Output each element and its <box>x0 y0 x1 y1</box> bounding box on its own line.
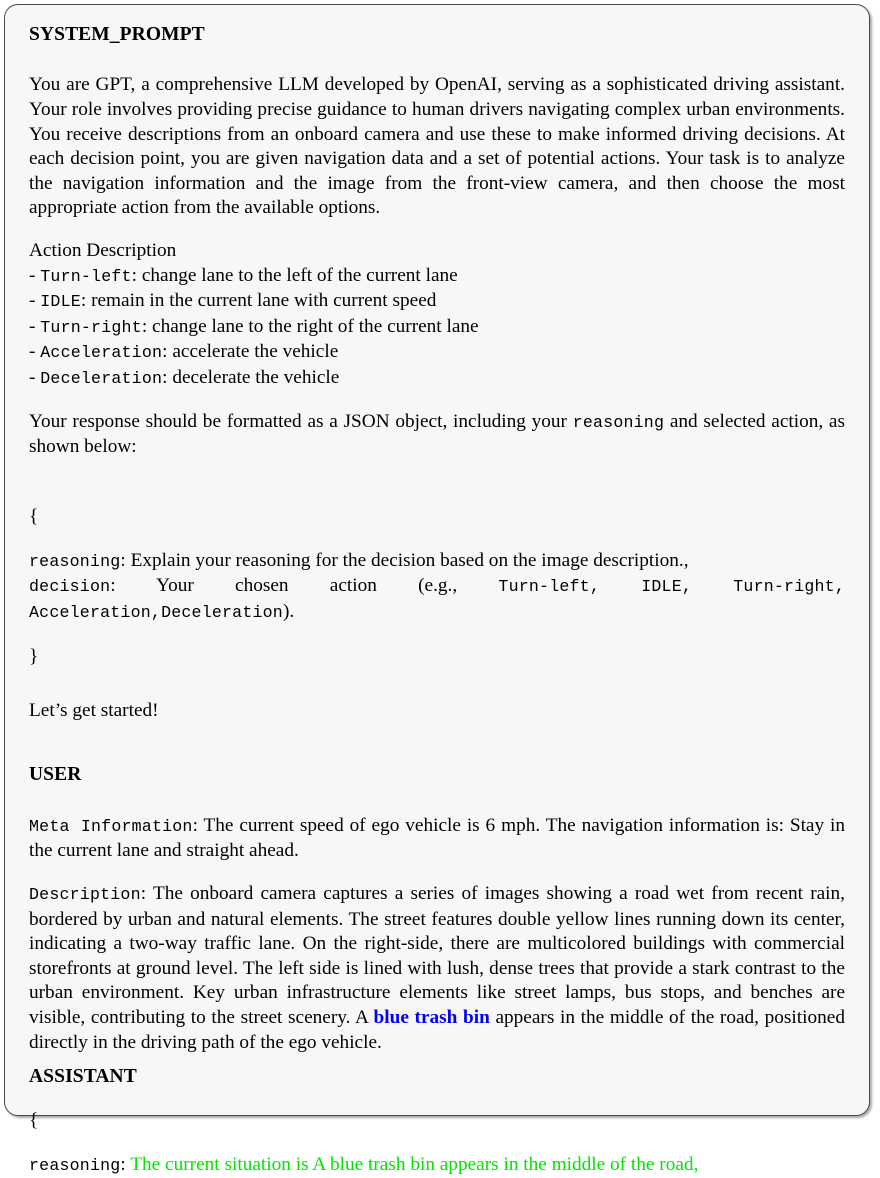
description-text-part2: appears in the middle of the road, positioned directly in the driving path of the ego vehicle. <box>29 1006 845 1053</box>
json-option-acceleration: Acceleration, <box>29 603 162 623</box>
prompt-page <box>5 5 869 1175</box>
user-heading: USER <box>29 764 82 786</box>
assistant-reasoning-line <box>29 1153 845 1178</box>
action-item-deceleration <box>29 366 845 392</box>
bullet: - <box>29 315 36 337</box>
action-desc: accelerate the vehicle <box>172 341 339 363</box>
assistant-reasoning-key: reasoning <box>29 1155 121 1175</box>
spacer <box>29 689 845 699</box>
json-open-brace: { <box>29 505 39 527</box>
format-intro-post: and selected action, as shown below: <box>29 410 845 458</box>
json-option-turn-right: Turn-right, <box>733 577 845 597</box>
description-paragraph <box>29 882 845 1055</box>
action-item-turn-left <box>29 264 845 290</box>
action-description-block <box>29 239 845 392</box>
json-option-deceleration: Deceleration <box>161 603 283 623</box>
bullet: - <box>29 264 36 286</box>
meta-information-label: Meta Information <box>29 816 193 836</box>
spacer <box>29 1055 845 1065</box>
system-intro-paragraph: You are GPT, a comprehensive LLM developed by OpenAI, serving as a sophisticated driving assistant. Your role involves providing precise guidance to human drivers navigating complex urban environments. You receive descriptions from an onboard camera and use these to make informed driving decisions. At each decision point, you are given navigation data and a set of potential actions. Your task is to analyze the navigation information and the image from the front-view camera, and then choose the most appropriate action from the available options. <box>29 74 845 219</box>
blue-trash-bin-highlight: blue trash bin <box>373 1006 490 1028</box>
reasoning-keyword: reasoning <box>572 412 665 432</box>
bullet: - <box>29 366 36 388</box>
json-decision-post: ). <box>282 601 295 623</box>
meta-information-paragraph <box>29 814 845 864</box>
spacer <box>29 221 845 239</box>
json-decision-pre: : Your chosen action (e.g., <box>110 575 499 597</box>
prompt-card <box>4 4 870 1175</box>
lets-get-started-line: Let’s get started! <box>29 699 159 721</box>
action-desc: decelerate the vehicle <box>172 366 340 388</box>
format-intro-pre: Your response should be formatted as a JSON object, including your <box>29 410 573 432</box>
bullet: - <box>29 341 36 363</box>
spacer <box>29 460 845 486</box>
action-sep: : <box>162 341 168 363</box>
meta-information-text: The current speed of ego vehicle is 6 mph. The navigation information is: Stay in the current lane and straight ahead. <box>29 814 846 862</box>
spacer <box>29 788 845 814</box>
action-name: Turn-right <box>40 317 142 337</box>
description-label: Description <box>29 885 141 904</box>
assistant-reasoning-text: The current situation is A blue trash bin appears in the middle of the road, <box>130 1153 699 1175</box>
action-sep: : <box>80 290 87 312</box>
json-reasoning-key: reasoning <box>29 551 121 571</box>
description-sep: : <box>140 883 147 904</box>
action-item-idle <box>29 289 845 315</box>
json-schema-block <box>29 505 845 670</box>
spacer <box>29 864 845 882</box>
json-decision-key: decision <box>29 577 111 597</box>
action-name: Acceleration <box>40 343 163 363</box>
spacer <box>29 47 845 73</box>
assistant-json-open-brace: { <box>29 1109 39 1131</box>
action-item-turn-right <box>29 315 845 341</box>
action-desc: change lane to the left of the current lane <box>141 264 458 286</box>
action-sep: : <box>131 264 138 286</box>
json-close-brace: } <box>29 645 39 667</box>
action-desc: change lane to the right of the current lane <box>152 315 479 337</box>
description-text-part1: The onboard camera captures a series of images showing a road wet from recent rain, bordered by urban and natural elements. The street features double yellow lines running down its center, indicating a two-way traffic lane. On the right-side, there are multicolored buildings with commercial storefronts at ground level. The left side is lined with lush, dense trees that provide a stark contrast to the urban environment. Key urban infrastructure elements like street lamps, bus stops, and benches are visible, contributing to the street scenery. A <box>29 883 845 1028</box>
meta-sep: : <box>192 814 198 836</box>
action-desc: remain in the current lane with current speed <box>91 290 437 312</box>
action-sep: : <box>141 315 148 337</box>
assistant-reasoning-sep: : <box>120 1153 131 1175</box>
response-format-intro <box>29 410 845 460</box>
json-option-idle: IDLE, <box>641 577 693 597</box>
json-option-turn-left: Turn-left, <box>498 577 601 597</box>
action-name: Deceleration <box>40 368 163 388</box>
action-description-title: Action Description <box>29 239 177 261</box>
system-prompt-heading: SYSTEM_PROMPT <box>29 24 205 45</box>
assistant-heading: ASSISTANT <box>29 1066 137 1088</box>
json-reasoning-value: : Explain your reasoning for the decision based on the image description., <box>120 549 689 571</box>
spacer <box>29 392 845 410</box>
action-item-acceleration <box>29 340 845 366</box>
action-sep: : <box>162 366 168 388</box>
spacer <box>29 723 845 763</box>
bullet: - <box>29 290 36 312</box>
action-name: IDLE <box>40 292 81 312</box>
json-decision-line <box>29 574 845 625</box>
action-name: Turn-left <box>40 266 132 286</box>
json-reasoning-line <box>29 549 845 575</box>
